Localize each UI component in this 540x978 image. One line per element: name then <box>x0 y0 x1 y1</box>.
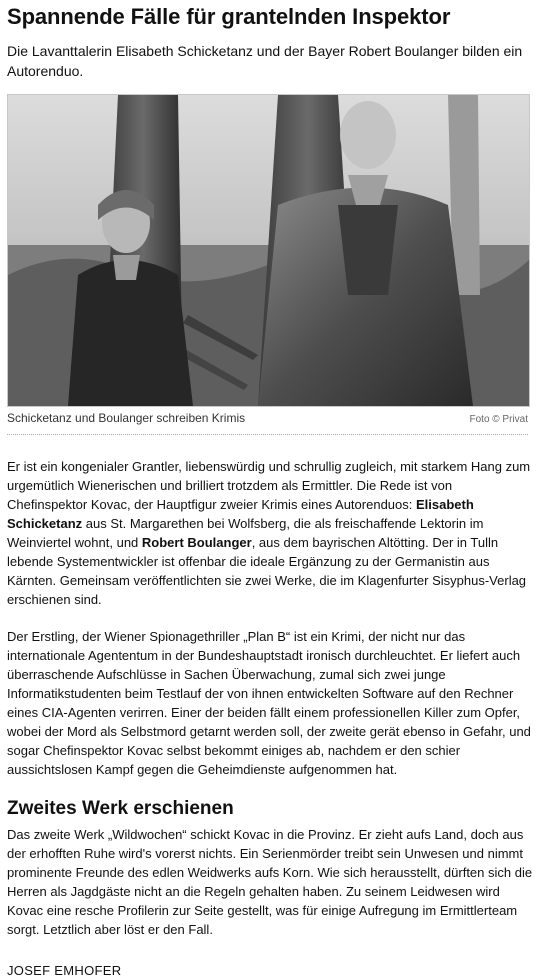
article <box>0 3 540 978</box>
photo-caption: Schicketanz und Boulanger schreiben Krimis <box>7 411 246 425</box>
paragraph-1 <box>7 457 533 609</box>
author-name-schicketanz: Elisabeth Schicketanz <box>7 497 474 531</box>
paragraph-1-text-c: , aus dem bayrischen Altötting. Der in Tulln lebende Systementwickler ist offenbar die ideale Ergänzung zu der Germanistin aus Kärnten. Gemeinsam veröffentlichten sie zwei Werke, die im Klagenfurter Sisyphus-Verlag erschienen sind. <box>7 535 527 607</box>
article-lead: Die Lavanttalerin Elisabeth Schicketanz und der Bayer Robert Boulanger bilden ein Autorenduo. <box>7 43 523 79</box>
photo-caption-row <box>7 411 528 435</box>
article-author: JOSEF EMHOFER <box>7 963 122 978</box>
paragraph-3: Das zweite Werk „Wildwochen“ schickt Kovac in die Provinz. Er zieht aufs Land, doch aus der erhofften Ruhe wird's vorerst nichts. Ein Serienmörder treibt sein Unwesen und nimmt prominente Freunde des edlen Weidwerks aufs Korn. Wie sich herausstellt, dürften sich die Herren als Jagdgäste nicht an die Regeln gehalten haben. Zu seinem Leidwesen wird Kovac eine resche Profilerin zur Seite gestellt, was für einige Aufregung im Ermittlerteam sorgt. Letztlich aber löst er den Fall. <box>7 827 533 937</box>
author-name-boulanger: Robert Boulanger <box>141 535 252 550</box>
paragraph-2: Der Erstling, der Wiener Spionagethriller „Plan B“ ist ein Krimi, der nicht nur das internationale Agententum in der Bundeshauptstadt ironisch durchleuchtet. Er liefert auch überraschende Aufschlüsse in Sachen Überwachung, zumal sich zwei junge Informatikstudenten beim Testlauf der von ihnen entwickelten Software auf den Rechner eines CIA-Agenten verirren. Einer der beiden fällt einem professionellen Killer zum Opfer, wobei der Mord als Selbstmord getarnt werden soll, der zweite gerät ebenso in Gefahr, und sogar Chefinspektor Kovac selbst bekommt einiges ab, nachdem er den schier aussichtslosen Kampf gegen die Geheimdienste aufgenommen hat. <box>7 629 531 777</box>
article-photo <box>7 94 530 407</box>
photo-illustration <box>8 95 529 406</box>
photo-credit: Foto © Privat <box>469 414 528 425</box>
paragraph-1-text-b: aus St. Margarethen bei Wolfsberg, die als freischaffende Lektorin im Weinviertel wohnt, und <box>7 516 484 550</box>
subheading: Zweites Werk erschienen <box>7 798 234 819</box>
article-title: Spannende Fälle für grantelnden Inspektor <box>7 4 451 29</box>
paragraph-1-text-a: Er ist ein kongenialer Grantler, liebenswürdig und schrullig zugleich, mit starkem Hang zum urgemütlich Wienerischen und brilliert trotzdem als Ermittler. Die Rede ist von Chefinspektor Kovac, der Hauptfigur zweier Krimis eines Autorenduos: <box>7 459 531 512</box>
